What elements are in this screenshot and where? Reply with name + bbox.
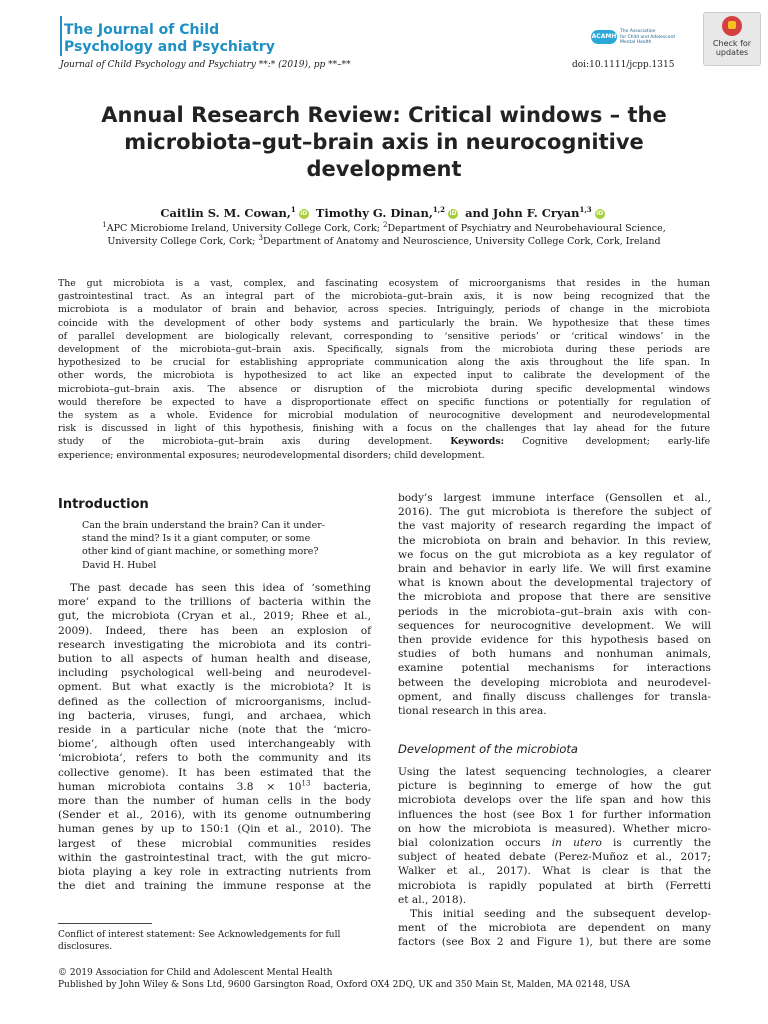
body-line: then provide evidence for this hypothesis based on bbox=[398, 634, 711, 647]
acamh-name bbox=[620, 29, 700, 46]
author-name[interactable]: Caitlin S. M. Cowan, bbox=[160, 206, 291, 220]
body-line: influences the host (see Box 1 for further information bbox=[398, 808, 711, 821]
body-line: et al., 2018). bbox=[398, 893, 467, 906]
body-line: human genes by up to 150:1 (Qin et al., 2010). The bbox=[58, 823, 371, 836]
body-line: picture is beginning to emerge of how the gut bbox=[398, 780, 711, 793]
article-title-line: development bbox=[306, 157, 462, 181]
article-title-line: microbiota–gut–brain axis in neurocognitive bbox=[124, 130, 644, 154]
author-list bbox=[40, 206, 728, 220]
abstract-line: coincide with the development of other body systems and particularly the brain. We hypothesize that these times bbox=[58, 317, 710, 329]
body-line: opment, and finally discuss challenges for transla- bbox=[398, 690, 711, 703]
abstract-line: hypothesized to be crucial for establishing appropriate communication along the axis throughout the life span. In bbox=[58, 357, 710, 369]
check-updates-icon bbox=[722, 16, 742, 36]
body-line: body’s largest immune interface (Gensollen et al., bbox=[398, 492, 711, 504]
journal-title-line2: Psychology and Psychiatry bbox=[64, 39, 275, 55]
check-updates-label-1: Check for bbox=[712, 39, 752, 48]
body-line: subject of heated debate (Perez-Muñoz et al., 2017; bbox=[398, 851, 711, 864]
journal-title[interactable] bbox=[64, 22, 324, 56]
abstract-line: development of the microbiota–gut–brain axis. Specifically, signals from the microbiota during these periods are bbox=[58, 344, 710, 356]
body-text: is currently the bbox=[601, 837, 711, 850]
quote-line: other kind of giant machine, or something more? bbox=[82, 546, 319, 558]
epigraph-quote bbox=[82, 519, 372, 572]
body-line: gut, the microbiota (Cryan et al., 2019; Rhee et al., bbox=[58, 610, 371, 623]
article-title-line: Annual Research Review: Critical windows – the bbox=[101, 103, 667, 127]
affil-text: APC Microbiome Ireland, University College Cork, Cork; bbox=[106, 223, 381, 234]
quote-attribution: David H. Hubel bbox=[82, 559, 157, 571]
abstract-line bbox=[58, 435, 710, 448]
body-line: defined as the collection of microorganisms, includ- bbox=[58, 695, 371, 708]
body-line: the microbiota and propose that there are sensitive bbox=[398, 591, 711, 604]
page-footer bbox=[58, 968, 718, 991]
affil-sup: 2 bbox=[383, 220, 388, 229]
abstract bbox=[58, 277, 710, 462]
body-line: the vast majority of research regarding the impact of bbox=[398, 520, 711, 533]
body-line: reside in a particular niche (note that the ‘micro- bbox=[58, 724, 371, 737]
body-text-italic: in utero bbox=[551, 837, 602, 850]
quote-line: Can the brain understand the brain? Can it under- bbox=[82, 520, 325, 531]
body-line: ‘microbiota’, refers to both the community and its bbox=[58, 752, 371, 765]
body-line: largest of these microbial communities resides bbox=[58, 837, 371, 850]
body-line: brain and behavior in early life. We will first examine bbox=[398, 563, 711, 576]
body-line: The past decade has seen this idea of ‘something bbox=[70, 582, 371, 594]
body-line: between the developing microbiota and neurodevel- bbox=[398, 676, 711, 689]
header-accent-bar bbox=[60, 16, 62, 56]
body-line: more’ expand to the trillions of bacteria within the bbox=[58, 596, 371, 609]
abstract-text: study of the microbiota–gut–brain axis during development. bbox=[58, 436, 433, 448]
body-text: bial colonization occurs bbox=[398, 837, 552, 850]
body-line: including psychological well-being and neurodevel- bbox=[58, 667, 371, 680]
affil-text: University College Cork, Cork; bbox=[107, 236, 256, 247]
body-line: factors (see Box 2 and Figure 1), but there are some bbox=[398, 936, 711, 949]
body-line: on how the microbiota is measured). Whether micro- bbox=[398, 822, 711, 835]
author-affil-sup: 1,3 bbox=[579, 205, 592, 215]
article-title bbox=[40, 102, 728, 183]
body-line: we focus on the gut microbiota as a key regulator of bbox=[398, 548, 711, 561]
body-line: what is known about the developmental trajectory of bbox=[398, 577, 711, 590]
body-line: (Sender et al., 2016), with its genome outnumbering bbox=[58, 809, 371, 822]
footnote-line: disclosures. bbox=[58, 942, 113, 952]
affiliation-line bbox=[40, 222, 728, 235]
acamh-name-line1: The Association bbox=[620, 29, 656, 34]
copyright-line: © 2019 Association for Child and Adolescent Mental Health bbox=[58, 968, 333, 978]
acamh-logo: ACAMH bbox=[591, 30, 617, 44]
abstract-line: the system as a whole. Evidence for microbial modulation of neurocognitive development and neurodevelopmental bbox=[58, 410, 710, 422]
affiliations bbox=[40, 222, 728, 248]
orcid-icon[interactable]: iD bbox=[449, 210, 457, 217]
body-line bbox=[58, 780, 371, 794]
abstract-line: gastrointestinal tract. As an integral part of the microbiota–gut–brain axis, it is now being recognized that the bbox=[58, 291, 710, 303]
abstract-line: experience; environmental exposures; neurodevelopmental disorders; child development. bbox=[58, 449, 485, 461]
affil-sup: 3 bbox=[258, 233, 263, 242]
body-line: studies of both humans and nonhuman animals, bbox=[398, 648, 711, 661]
abstract-line: microbiota is a modulator of brain and behavior, across species. Intriguingly, periods of change in the microbiota bbox=[58, 304, 710, 316]
body-line: tional research in this area. bbox=[398, 705, 547, 718]
publisher-line: Published by John Wiley & Sons Ltd, 9600 Garsington Road, Oxford OX4 2DQ, UK and 350 Main St, Malden, MA 02148, USA bbox=[58, 979, 631, 990]
body-line: This initial seeding and the subsequent develop- bbox=[410, 908, 711, 921]
abstract-line: microbiota–gut–brain axis. The absence or disruption of the microbiota during specific developmental windows bbox=[58, 383, 710, 395]
body-text: human microbiota contains 3.8 × 10 bbox=[58, 780, 302, 793]
body-line: sequences for neurocognitive development. We will bbox=[398, 619, 711, 632]
abstract-line: The gut microbiota is a vast, complex, and fascinating ecosystem of microorganisms that resides in the human bbox=[58, 278, 710, 289]
body-line: ing bacteria, viruses, fungi, and archaea, which bbox=[58, 709, 371, 722]
affiliation-line bbox=[40, 235, 728, 248]
body-line: collective genome). It has been estimated that the bbox=[58, 766, 371, 779]
body-line: within the gastrointestinal tract, with the gut micro- bbox=[58, 851, 371, 864]
acamh-name-line2: for Child and Adolescent bbox=[620, 34, 676, 40]
check-updates-label-2: updates bbox=[715, 48, 749, 57]
body-line: the microbiota on brain and behavior. In this review, bbox=[398, 534, 711, 547]
subsection-heading: Development of the microbiota bbox=[398, 742, 578, 756]
body-line: bution to all aspects of human health and disease, bbox=[58, 653, 371, 666]
body-line: microbiota is rapidly populated at birth (Ferretti bbox=[398, 879, 711, 892]
abstract-line: other words, the microbiota is hypothesized to act like an expected input to calibrate the development of the bbox=[58, 370, 710, 382]
affil-text: Department of Psychiatry and Neurobehavioural Science, bbox=[387, 223, 666, 234]
doi-link[interactable]: doi:10.1111/jcpp.1315 bbox=[572, 60, 675, 70]
body-line: the diet and training the immune response at the bbox=[58, 880, 371, 893]
footnote-line: Conflict of interest statement: See Acknowledgements for full bbox=[58, 930, 341, 940]
body-line: opment. But what exactly is the microbiota? It is bbox=[58, 681, 371, 694]
section-heading-introduction: Introduction bbox=[58, 497, 149, 512]
abstract-line: would therefore be expected to have a disproportionate effect on specific functions or potentially for regulation of bbox=[58, 396, 710, 408]
body-line: 2009). Indeed, there has been an explosion of bbox=[58, 624, 371, 637]
journal-title-line1: The Journal of Child bbox=[64, 22, 220, 38]
affil-text: Department of Anatomy and Neuroscience, University College Cork, Cork, Ireland bbox=[262, 236, 661, 247]
orcid-icon[interactable]: iD bbox=[300, 210, 308, 217]
keywords-label: Keywords: bbox=[450, 436, 505, 448]
author-affil-sup: 1,2 bbox=[432, 205, 446, 215]
body-column-right bbox=[398, 491, 711, 718]
quote-line: stand the mind? Is it a giant computer, or some bbox=[82, 533, 311, 545]
footnote-divider bbox=[58, 923, 152, 924]
body-line: ment of the microbiota are dependent on many bbox=[398, 922, 711, 935]
orcid-icon[interactable]: iD bbox=[596, 210, 604, 217]
body-line: 2016). The gut microbiota is therefore the subject of bbox=[398, 506, 711, 519]
author-name[interactable]: and John F. Cryan bbox=[465, 206, 580, 220]
body-column-left bbox=[58, 581, 371, 893]
body-line: biota playing a key role in extracting nutrients from bbox=[58, 866, 371, 879]
body-text: bacteria, bbox=[310, 780, 372, 793]
body-line: Walker et al., 2017). What is clear is that the bbox=[398, 865, 711, 878]
body-line: more than the number of human cells in the body bbox=[58, 795, 371, 808]
body-line: examine potential mechanisms for interactions bbox=[398, 662, 711, 675]
body-line: research investigating the microbiota and its contri- bbox=[58, 638, 371, 651]
author-affil-sup: 1 bbox=[290, 205, 296, 215]
body-line bbox=[398, 836, 711, 850]
body-line: Using the latest sequencing technologies, a clearer bbox=[398, 766, 711, 778]
abstract-line: risk is discussed in light of this hypothesis, finishing with a focus on the challenges that lay ahead for the future bbox=[58, 423, 710, 435]
exponent: 13 bbox=[301, 779, 311, 788]
keywords-text: Cognitive development; early-life bbox=[522, 436, 711, 448]
conflict-of-interest-footnote bbox=[58, 929, 378, 953]
body-line: biome’, although often used interchangeably with bbox=[58, 738, 371, 751]
journal-citation: Journal of Child Psychology and Psychiatry **:* (2019), pp **–** bbox=[60, 60, 351, 70]
body-line: microbiota develops over the life span and how this bbox=[398, 794, 711, 807]
abstract-line: of parallel development are biologically relevant, corresponding to ‘sensitive periods’ or ‘critical windows’ in the bbox=[58, 330, 710, 342]
body-line: periods in the microbiota–gut–brain axis with con- bbox=[398, 605, 711, 618]
acamh-name-line3: Mental Health bbox=[620, 40, 652, 45]
body-column-right-section2 bbox=[398, 765, 711, 950]
affil-sup: 1 bbox=[102, 220, 107, 229]
check-for-updates-button[interactable] bbox=[703, 12, 761, 66]
author-name[interactable]: Timothy G. Dinan, bbox=[315, 206, 433, 220]
